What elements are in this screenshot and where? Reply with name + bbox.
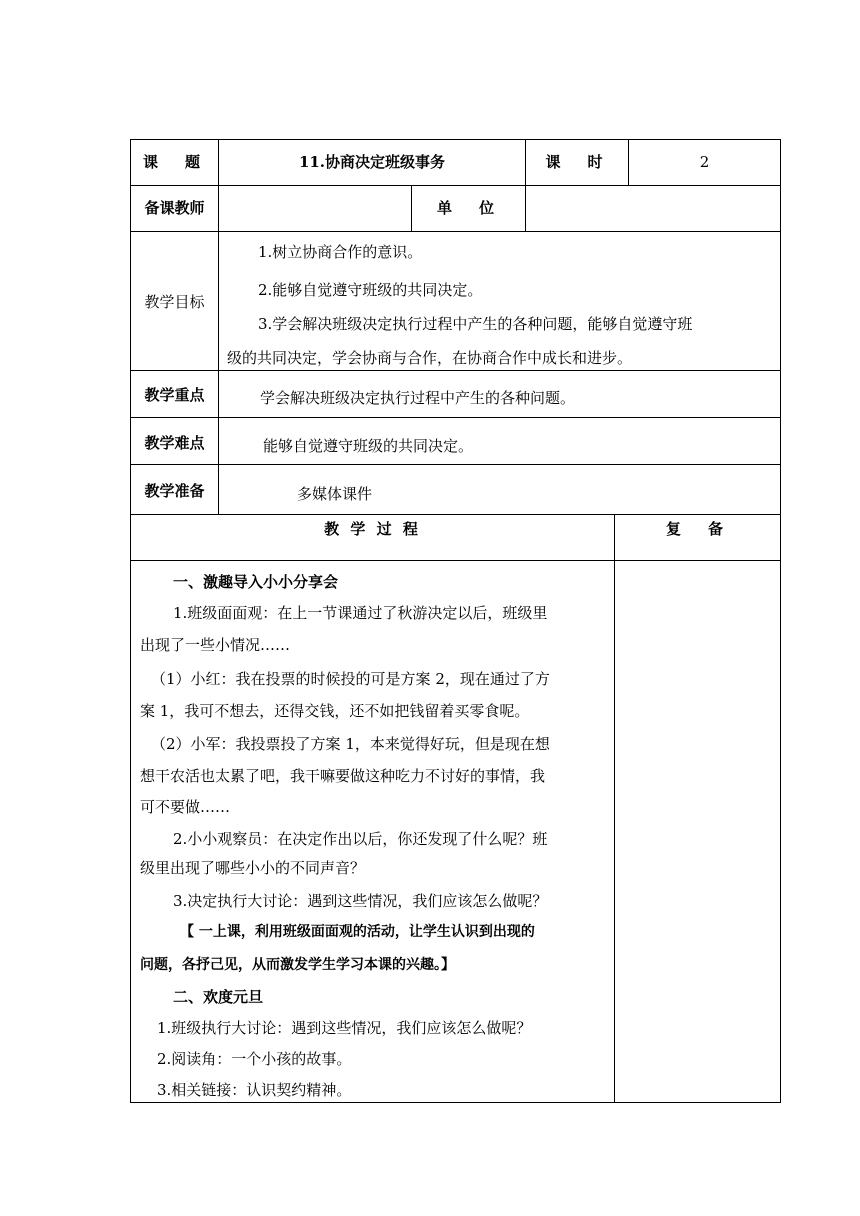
unit-label: 单 位	[436, 199, 500, 217]
rule	[130, 464, 781, 465]
hours-label: 课 时	[545, 153, 609, 171]
teaching-note: 【 一上课，利用班级面面观的活动，让学生认识到出现的	[180, 924, 535, 940]
difficulty-label: 教学难点	[144, 434, 205, 452]
difficulty-text: 能够自觉遵守班级的共同决定。	[263, 437, 474, 455]
rule	[130, 514, 781, 515]
rule	[780, 139, 781, 1103]
rule	[130, 139, 131, 1103]
process-line: 级里出现了哪些小小的不同声音？	[140, 859, 366, 877]
process-line: 3.相关链接：认识契约精神。	[157, 1081, 352, 1099]
preparation-text: 多媒体课件	[297, 485, 373, 503]
goal-line: 2.能够自觉遵守班级的共同决定。	[258, 281, 483, 299]
rule	[130, 139, 781, 140]
rule	[130, 370, 781, 371]
rule	[525, 185, 526, 231]
process-header: 教 学 过 程	[324, 520, 421, 538]
rule	[130, 231, 781, 232]
section-heading: 二、欢度元旦	[173, 988, 264, 1006]
review-header: 复 备	[665, 520, 729, 538]
process-line: 想干农活也太累了吧，我干嘛要做这种吃力不讨好的事情，我	[140, 767, 546, 785]
goal-line: 级的共同决定，学会协商与合作，在协商合作中成长和进步。	[227, 349, 633, 367]
key-point-label: 教学重点	[144, 386, 205, 404]
key-point-text: 学会解决班级决定执行过程中产生的各种问题。	[260, 389, 576, 407]
process-line: 2.阅读角：一个小孩的故事。	[157, 1050, 352, 1068]
rule	[218, 139, 219, 515]
goal-line: 1.树立协商合作的意识。	[258, 243, 423, 261]
process-line: 1.班级面面观：在上一节课通过了秋游决定以后，班级里	[173, 604, 548, 622]
rule	[130, 560, 781, 561]
course-title: 11.协商决定班级事务	[298, 153, 446, 171]
teacher-label: 备课教师	[144, 199, 205, 217]
hours-value: 2	[699, 153, 710, 171]
process-line: 1.班级执行大讨论：遇到这些情况，我们应该怎么做呢？	[157, 1019, 532, 1037]
process-line: 3.决定执行大讨论：遇到这些情况，我们应该怎么做呢？	[173, 892, 548, 910]
preparation-label: 教学准备	[144, 482, 205, 500]
rule	[130, 185, 781, 186]
course-label: 课 题	[142, 153, 206, 171]
rule	[130, 1102, 781, 1103]
goal-line: 3.学会解决班级决定执行过程中产生的各种问题，能够自觉遵守班	[258, 315, 693, 333]
teaching-note: 问题，各抒己见，从而激发学生学习本课的兴趣。】	[140, 957, 455, 973]
goals-label: 教学目标	[144, 293, 205, 311]
rule	[130, 417, 781, 418]
process-line: 案 1，我可不想去，还得交钱，还不如把钱留着买零食呢。	[140, 702, 530, 720]
process-line: 可不要做……	[140, 798, 231, 816]
process-line: 2.小小观察员：在决定作出以后，你还发现了什么呢？班	[173, 830, 548, 848]
process-line: （2）小军：我投票投了方案 1，本来觉得好玩，但是现在想	[151, 735, 550, 753]
section-heading: 一、激趣导入小小分享会	[173, 573, 339, 591]
rule	[614, 514, 615, 1102]
process-line: 出现了一些小情况……	[140, 636, 291, 654]
process-line: （1）小红：我在投票的时候投的可是方案 2，现在通过了方	[151, 670, 550, 688]
